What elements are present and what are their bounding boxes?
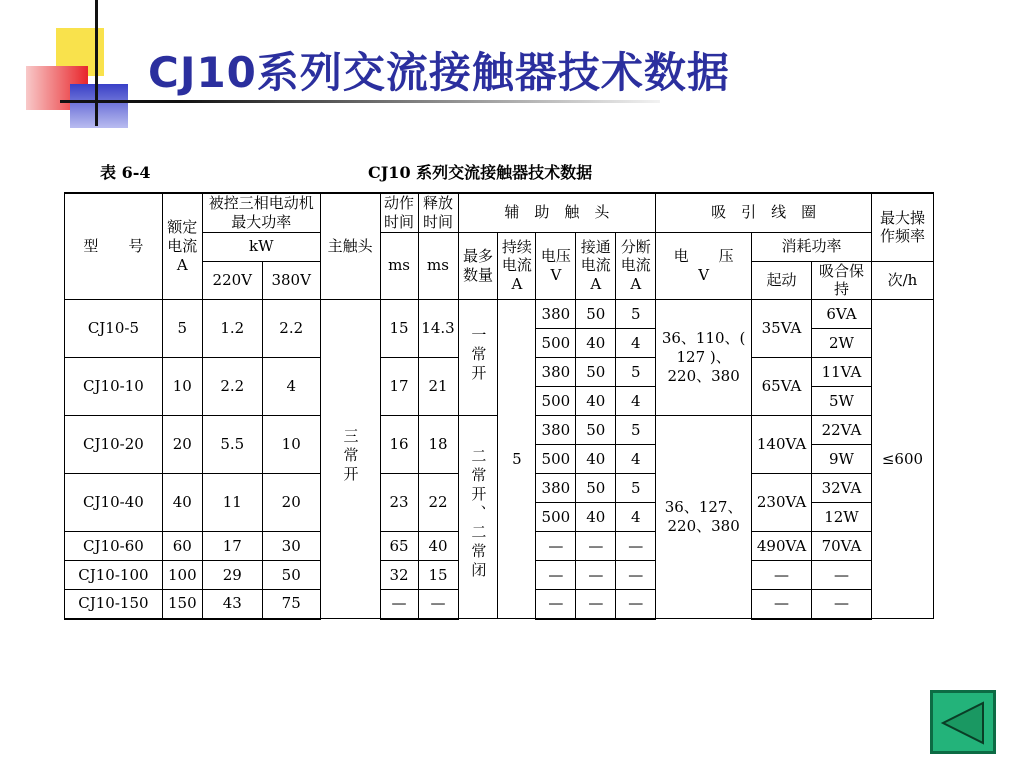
table-number: 表 6-4 [100, 163, 151, 182]
row-model: CJ10-5 [65, 300, 163, 358]
aux-make: 50 [576, 300, 616, 329]
decor-horizontal-line [60, 100, 660, 103]
row-p380: 2.2 [262, 300, 320, 358]
coil-voltage-group-1: 36、110、( 127 )、220、380 [656, 300, 752, 416]
header-coil: 吸 引 线 圈 [656, 193, 872, 232]
aux-break-dash: — [616, 590, 656, 619]
aux-make: 50 [576, 358, 616, 387]
aux-voltage: 380 [536, 474, 576, 503]
table-caption: CJ10 系列交流接触器技术数据 [368, 163, 593, 182]
row-act: 65 [380, 532, 418, 561]
header-release-time: 释放时间 [418, 193, 458, 232]
aux-make-dash: — [576, 590, 616, 619]
coil-voltage-unit: V [698, 265, 710, 284]
row-p220: 2.2 [202, 358, 262, 416]
header-coil-voltage [656, 232, 752, 300]
row-act: 16 [380, 416, 418, 474]
row-p380: 20 [262, 474, 320, 532]
row-rel-dash: — [418, 590, 458, 619]
decor-blue-square [70, 84, 128, 128]
aux-group-1: 一常开 [458, 300, 498, 416]
header-start: 起动 [752, 261, 812, 300]
row-rel: 14.3 [418, 300, 458, 358]
row-model: CJ10-150 [65, 590, 163, 619]
header-hold: 吸合保持 [812, 261, 872, 300]
header-ms-release: ms [418, 232, 458, 300]
aux-break-dash: — [616, 561, 656, 590]
row-act-dash: — [380, 590, 418, 619]
row-act: 15 [380, 300, 418, 358]
header-ms-action: ms [380, 232, 418, 300]
row-start: 65VA [752, 358, 812, 416]
aux-make: 50 [576, 474, 616, 503]
row-model: CJ10-60 [65, 532, 163, 561]
header-motor-power: 被控三相电动机最大功率 [202, 193, 320, 232]
header-freq-unit: 次/h [871, 261, 933, 300]
header-cont-current: 持续电流A [498, 232, 536, 300]
coil-voltage-group-2: 36、127、220、380 [656, 416, 752, 619]
row-p220: 29 [202, 561, 262, 590]
back-nav-button[interactable] [930, 690, 996, 754]
row-rel: 22 [418, 474, 458, 532]
row-rel: 15 [418, 561, 458, 590]
aux-make: 40 [576, 387, 616, 416]
row-current: 100 [162, 561, 202, 590]
row-start: 230VA [752, 474, 812, 532]
aux-break: 5 [616, 474, 656, 503]
row-p380: 4 [262, 358, 320, 416]
header-max-freq: 最大操作频率 [871, 193, 933, 261]
aux-break: 4 [616, 503, 656, 532]
row-p220: 11 [202, 474, 262, 532]
spec-table [64, 192, 934, 620]
header-rated-current: 额定电流A [162, 193, 202, 300]
header-220v: 220V [202, 261, 262, 300]
row-p220: 1.2 [202, 300, 262, 358]
row-hold-va: 6VA [812, 300, 872, 329]
triangle-left-icon [939, 699, 987, 747]
header-make-current: 接通电流A [576, 232, 616, 300]
row-model: CJ10-100 [65, 561, 163, 590]
row-hold-w: 5W [812, 387, 872, 416]
aux-voltage: 380 [536, 358, 576, 387]
row-hold-w: 9W [812, 445, 872, 474]
aux-voltage: 500 [536, 445, 576, 474]
aux-break: 4 [616, 329, 656, 358]
aux-voltage: 500 [536, 387, 576, 416]
aux-voltage: 380 [536, 300, 576, 329]
aux-cont-current: 5 [498, 300, 536, 619]
aux-voltage-dash: — [536, 532, 576, 561]
row-current: 20 [162, 416, 202, 474]
aux-break: 5 [616, 416, 656, 445]
header-380v: 380V [262, 261, 320, 300]
aux-group-2: 二常开、二常闭 [458, 416, 498, 619]
header-kw: kW [202, 232, 320, 261]
row-rel: 18 [418, 416, 458, 474]
row-p220: 17 [202, 532, 262, 561]
row-model: CJ10-10 [65, 358, 163, 416]
row-p380: 10 [262, 416, 320, 474]
header-main-contact: 主触头 [320, 193, 380, 300]
row-hold-w: 2W [812, 329, 872, 358]
row-model: CJ10-20 [65, 416, 163, 474]
row-hold-va: 22VA [812, 416, 872, 445]
aux-break: 4 [616, 387, 656, 416]
row-start-dash: — [752, 561, 812, 590]
header-voltage: 电压V [536, 232, 576, 300]
header-max-count: 最多数量 [458, 232, 498, 300]
row-start: 140VA [752, 416, 812, 474]
row-hold-va: 11VA [812, 358, 872, 387]
aux-make-dash: — [576, 532, 616, 561]
header-break-current: 分断电流A [616, 232, 656, 300]
row-model: CJ10-40 [65, 474, 163, 532]
coil-voltage-label: 电 压 [673, 247, 734, 265]
header-aux-contact: 辅 助 触 头 [458, 193, 656, 232]
header-power-consumption: 消耗功率 [752, 232, 872, 261]
row-current: 150 [162, 590, 202, 619]
row-hold-dash: — [812, 590, 872, 619]
row-act: 23 [380, 474, 418, 532]
row-start-dash: — [752, 590, 812, 619]
row-current: 60 [162, 532, 202, 561]
aux-voltage: 500 [536, 503, 576, 532]
aux-voltage-dash: — [536, 561, 576, 590]
row-hold-w: 12W [812, 503, 872, 532]
main-contact-value: 三常开 [320, 300, 380, 619]
row-p220: 43 [202, 590, 262, 619]
row-current: 5 [162, 300, 202, 358]
aux-voltage-dash: — [536, 590, 576, 619]
aux-break: 5 [616, 300, 656, 329]
aux-make: 40 [576, 445, 616, 474]
row-p380: 75 [262, 590, 320, 619]
row-act: 32 [380, 561, 418, 590]
aux-break: 5 [616, 358, 656, 387]
header-model: 型 号 [65, 193, 163, 300]
decor-vertical-line [95, 0, 98, 126]
aux-make: 50 [576, 416, 616, 445]
row-hold-dash: — [812, 561, 872, 590]
row-hold-va: 32VA [812, 474, 872, 503]
row-current: 10 [162, 358, 202, 416]
aux-break: 4 [616, 445, 656, 474]
row-start: 35VA [752, 300, 812, 358]
aux-make: 40 [576, 329, 616, 358]
slide-title: CJ10系列交流接触器技术数据 [148, 48, 730, 97]
max-freq-value: ≤600 [871, 300, 933, 619]
aux-break-dash: — [616, 532, 656, 561]
row-rel: 40 [418, 532, 458, 561]
row-p220: 5.5 [202, 416, 262, 474]
aux-voltage: 380 [536, 416, 576, 445]
header-action-time: 动作时间 [380, 193, 418, 232]
row-current: 40 [162, 474, 202, 532]
row-p380: 50 [262, 561, 320, 590]
row-hold: 70VA [812, 532, 872, 561]
row-start: 490VA [752, 532, 812, 561]
aux-voltage: 500 [536, 329, 576, 358]
row-rel: 21 [418, 358, 458, 416]
row-p380: 30 [262, 532, 320, 561]
aux-make-dash: — [576, 561, 616, 590]
row-act: 17 [380, 358, 418, 416]
aux-make: 40 [576, 503, 616, 532]
